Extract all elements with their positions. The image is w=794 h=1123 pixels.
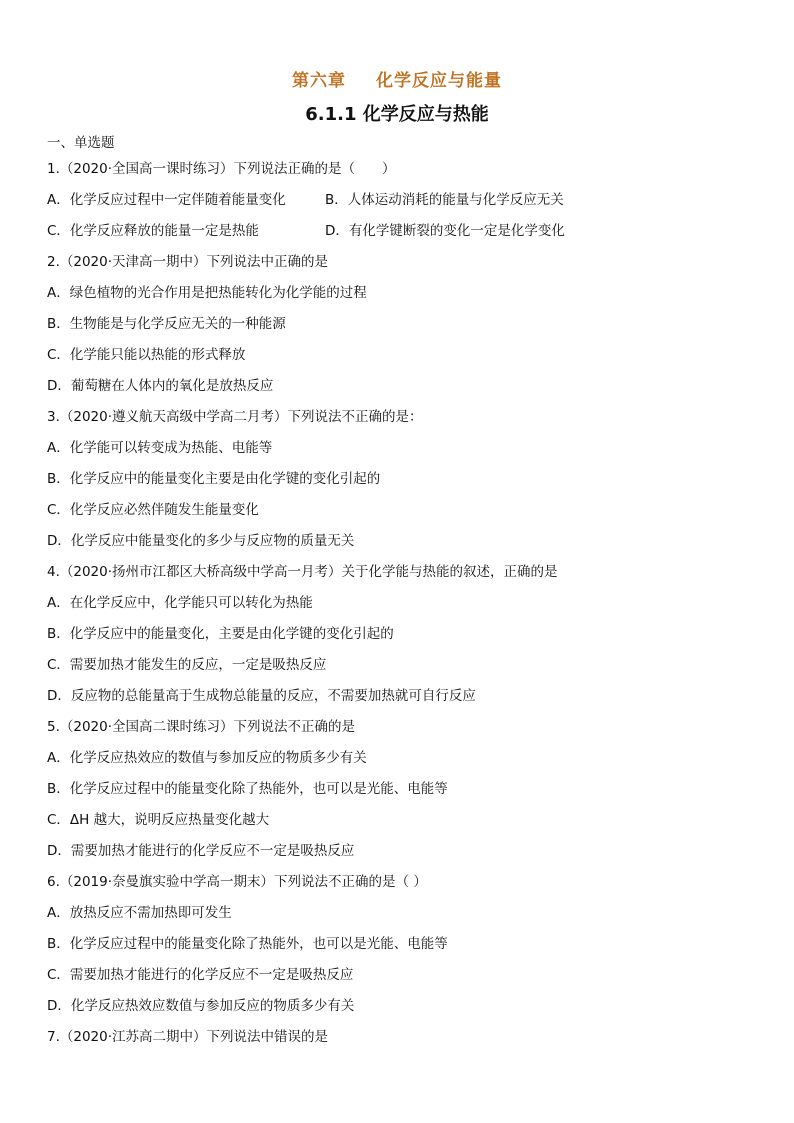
option-row bbox=[47, 216, 767, 247]
option-row bbox=[47, 185, 767, 216]
option-d: D．化学反应中能量变化的多少与反应物的质量无关 bbox=[47, 533, 355, 549]
option-d: D．葡萄糖在人体内的氧化是放热反应 bbox=[47, 378, 274, 394]
option-a: A．化学反应热效应的数值与参加反应的物质多少有关 bbox=[47, 750, 367, 766]
option-b: B．化学反应过程中的能量变化除了热能外，也可以是光能、电能等 bbox=[47, 936, 448, 952]
option-a: A．放热反应不需加热即可发生 bbox=[47, 905, 232, 921]
option-c: C．化学反应必然伴随发生能量变化 bbox=[47, 502, 259, 518]
option-d: D．有化学键断裂的变化一定是化学变化 bbox=[325, 223, 565, 239]
option-c: C．化学能只能以热能的形式释放 bbox=[47, 347, 246, 363]
option-a: A．化学能可以转变成为热能、电能等 bbox=[47, 440, 273, 456]
option-c: C．需要加热才能发生的反应，一定是吸热反应 bbox=[47, 657, 327, 673]
option-c: C．化学反应释放的能量一定是热能 bbox=[47, 223, 259, 239]
option-a: A．绿色植物的光合作用是把热能转化为化学能的过程 bbox=[47, 285, 367, 301]
option-b: B．化学反应过程中的能量变化除了热能外，也可以是光能、电能等 bbox=[47, 781, 448, 797]
question-stem: 2.（2020·天津高一期中）下列说法中正确的是 bbox=[47, 254, 329, 270]
option-c: C．需要加热才能进行的化学反应不一定是吸热反应 bbox=[47, 967, 354, 983]
question-stem: 6.（2019·奈曼旗实验中学高一期末）下列说法不正确的是（ ） bbox=[47, 874, 427, 890]
chapter-topic: 化学反应与能量 bbox=[376, 71, 502, 91]
question-list bbox=[47, 134, 767, 1053]
option-d: D．化学反应热效应数值与参加反应的物质多少有关 bbox=[47, 998, 355, 1014]
option-d: D．反应物的总能量高于生成物总能量的反应，不需要加热就可自行反应 bbox=[47, 688, 476, 704]
question-stem: 7.（2020·江苏高二期中）下列说法中错误的是 bbox=[47, 1029, 329, 1045]
chapter-title bbox=[0, 66, 794, 91]
option-c: C．ΔH 越大，说明反应热量变化越大 bbox=[47, 812, 270, 828]
question-stem: 3.（2020·遵义航天高级中学高二月考）下列说法不正确的是： bbox=[47, 409, 423, 425]
question-stem: 5.（2020·全国高二课时练习）下列说法不正确的是 bbox=[47, 719, 356, 735]
section-title: 6.1.1 化学反应与热能 bbox=[305, 104, 489, 125]
option-a: A．化学反应过程中一定伴随着能量变化 bbox=[47, 192, 286, 208]
chapter-number: 第六章 bbox=[292, 71, 346, 91]
question-stem: 1.（2020·全国高一课时练习）下列说法正确的是（ ） bbox=[47, 161, 396, 177]
option-a: A．在化学反应中，化学能只可以转化为热能 bbox=[47, 595, 313, 611]
option-d: D．需要加热才能进行的化学反应不一定是吸热反应 bbox=[47, 843, 355, 859]
option-b: B．化学反应中的能量变化，主要是由化学键的变化引起的 bbox=[47, 626, 394, 642]
option-b: B．化学反应中的能量变化主要是由化学键的变化引起的 bbox=[47, 471, 381, 487]
question-stem: 4.（2020·扬州市江都区大桥高级中学高一月考）关于化学能与热能的叙述，正确的是 bbox=[47, 564, 558, 580]
option-b: B．人体运动消耗的能量与化学反应无关 bbox=[325, 192, 564, 208]
part-heading: 一、单选题 bbox=[47, 135, 115, 151]
option-b: B．生物能是与化学反应无关的一种能源 bbox=[47, 316, 286, 332]
